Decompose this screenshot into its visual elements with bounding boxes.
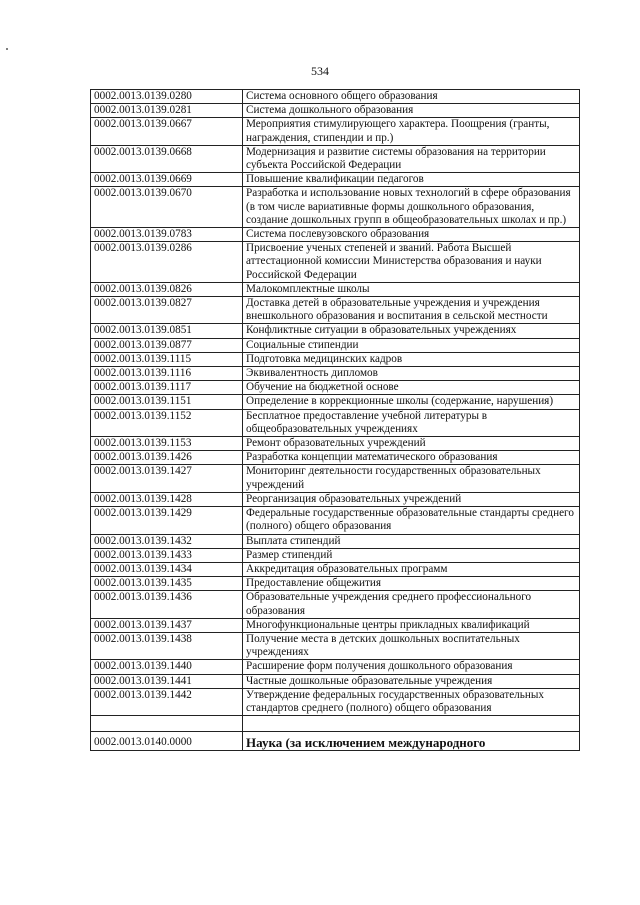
classifier-code-cell: 0002.0013.0139.0281 [91,104,243,118]
table-row [91,90,580,104]
classifier-name-cell: Система дошкольного образования [243,104,580,118]
table-row [91,716,580,732]
classifier-code-cell: 0002.0013.0139.0669 [91,173,243,187]
table-row [91,145,580,172]
classifier-name-cell: Разработка концепции математического образования [243,451,580,465]
table-row [91,688,580,715]
classifier-name-cell: Конфликтные ситуации в образовательных учреждениях [243,324,580,338]
table-row [91,352,580,366]
classifier-code-cell: 0002.0013.0139.1116 [91,367,243,381]
classifier-name-cell: Социальные стипендии [243,338,580,352]
table-section-row [91,732,580,751]
table-row [91,104,580,118]
table-row [91,381,580,395]
classifier-code-cell: 0002.0013.0139.0783 [91,228,243,242]
table-row [91,451,580,465]
table-row [91,632,580,659]
classifier-name-cell: Доставка детей в образовательные учреждения и учреждения внешкольного образования и воспитания в сельской местности [243,297,580,324]
classifier-code-cell: 0002.0013.0140.0000 [91,732,243,751]
table-row [91,437,580,451]
classifier-code-cell: 0002.0013.0139.1432 [91,534,243,548]
classifier-code-cell: 0002.0013.0139.1115 [91,352,243,366]
table-row [91,228,580,242]
classifier-name-cell: Эквивалентность дипломов [243,367,580,381]
classifier-code-cell [91,716,243,732]
classifier-code-cell: 0002.0013.0139.1152 [91,409,243,436]
classifier-name-cell: Образовательные учреждения среднего профессионального образования [243,591,580,618]
classifier-code-cell: 0002.0013.0139.1151 [91,395,243,409]
classifier-code-cell: 0002.0013.0139.1437 [91,618,243,632]
table-row [91,395,580,409]
classifier-code-cell: 0002.0013.0139.0670 [91,187,243,228]
table-row [91,324,580,338]
classifier-name-cell: Предоставление общежития [243,577,580,591]
classifier-code-cell: 0002.0013.0139.1438 [91,632,243,659]
table-row [91,660,580,674]
table-row [91,367,580,381]
classifier-code-cell: 0002.0013.0139.0827 [91,297,243,324]
table-row [91,591,580,618]
classifier-name-cell: Многофункциональные центры прикладных квалификаций [243,618,580,632]
classifier-table-body [91,90,580,751]
classifier-name-cell: Утверждение федеральных государственных образовательных стандартов среднего (полного) общего образования [243,688,580,715]
table-row [91,465,580,492]
table-row [91,409,580,436]
classifier-name-cell: Получение места в детских дошкольных воспитательных учреждениях [243,632,580,659]
classifier-name-cell: Размер стипендий [243,548,580,562]
classifier-name-cell [243,716,580,732]
classifier-name-cell: Мероприятия стимулирующего характера. Поощрения (гранты, награждения, стипендии и пр.) [243,118,580,145]
classifier-code-cell: 0002.0013.0139.1153 [91,437,243,451]
classifier-name-cell: Разработка и использование новых технологий в сфере образования (в том числе вариативные формы дошкольного образования, создание дошкольных групп в общеобразовательных школах и пр.) [243,187,580,228]
classifier-code-cell: 0002.0013.0139.1427 [91,465,243,492]
classifier-name-cell: Бесплатное предоставление учебной литературы в общеобразовательных учреждениях [243,409,580,436]
classifier-name-cell: Модернизация и развитие системы образования на территории субъекта Российской Федерации [243,145,580,172]
classifier-name-cell: Малокомплектные школы [243,282,580,296]
table-row [91,534,580,548]
classifier-code-cell: 0002.0013.0139.1429 [91,507,243,534]
classifier-code-cell: 0002.0013.0139.1442 [91,688,243,715]
table-row [91,562,580,576]
classifier-name-cell: Повышение квалификации педагогов [243,173,580,187]
classifier-name-cell: Определение в коррекционные школы (содержание, нарушения) [243,395,580,409]
classifier-name-cell: Ремонт образовательных учреждений [243,437,580,451]
classifier-code-cell: 0002.0013.0139.1434 [91,562,243,576]
table-row [91,282,580,296]
classifier-code-cell: 0002.0013.0139.1441 [91,674,243,688]
classifier-name-cell: Мониторинг деятельности государственных образовательных учреждений [243,465,580,492]
table-row [91,577,580,591]
classifier-code-cell: 0002.0013.0139.1433 [91,548,243,562]
table-row [91,548,580,562]
table-row [91,338,580,352]
classifier-code-cell: 0002.0013.0139.0851 [91,324,243,338]
classifier-code-cell: 0002.0013.0139.1436 [91,591,243,618]
classifier-name-cell: Подготовка медицинских кадров [243,352,580,366]
table-row [91,187,580,228]
classifier-code-cell: 0002.0013.0139.1428 [91,492,243,506]
classifier-code-cell: 0002.0013.0139.0668 [91,145,243,172]
classifier-name-cell: Федеральные государственные образовательные стандарты среднего (полного) общего образования [243,507,580,534]
classifier-code-cell: 0002.0013.0139.1426 [91,451,243,465]
classifier-name-cell: Расширение форм получения дошкольного образования [243,660,580,674]
table-row [91,674,580,688]
classifier-code-cell: 0002.0013.0139.0667 [91,118,243,145]
table-row [91,618,580,632]
classifier-code-cell: 0002.0013.0139.0280 [91,90,243,104]
classifier-name-cell: Система основного общего образования [243,90,580,104]
classifier-table [90,89,580,751]
classifier-name-cell: Обучение на бюджетной основе [243,381,580,395]
table-row [91,507,580,534]
classifier-name-cell: Присвоение ученых степеней и званий. Работа Высшей аттестационной комиссии Министерства образования и науки Российской Федерации [243,242,580,283]
classifier-name-cell: Аккредитация образовательных программ [243,562,580,576]
table-row [91,173,580,187]
classifier-code-cell: 0002.0013.0139.1117 [91,381,243,395]
classifier-name-cell: Наука (за исключением международного [243,732,580,751]
classifier-name-cell: Выплата стипендий [243,534,580,548]
classifier-code-cell: 0002.0013.0139.0286 [91,242,243,283]
classifier-code-cell: 0002.0013.0139.0826 [91,282,243,296]
table-row [91,492,580,506]
classifier-name-cell: Частные дошкольные образовательные учреждения [243,674,580,688]
classifier-code-cell: 0002.0013.0139.1435 [91,577,243,591]
table-row [91,118,580,145]
table-row [91,242,580,283]
classifier-code-cell: 0002.0013.0139.0877 [91,338,243,352]
table-row [91,297,580,324]
classifier-code-cell: 0002.0013.0139.1440 [91,660,243,674]
page-number: 534 [311,64,329,78]
classifier-name-cell: Реорганизация образовательных учреждений [243,492,580,506]
classifier-name-cell: Система послевузовского образования [243,228,580,242]
scan-speck [6,48,8,50]
